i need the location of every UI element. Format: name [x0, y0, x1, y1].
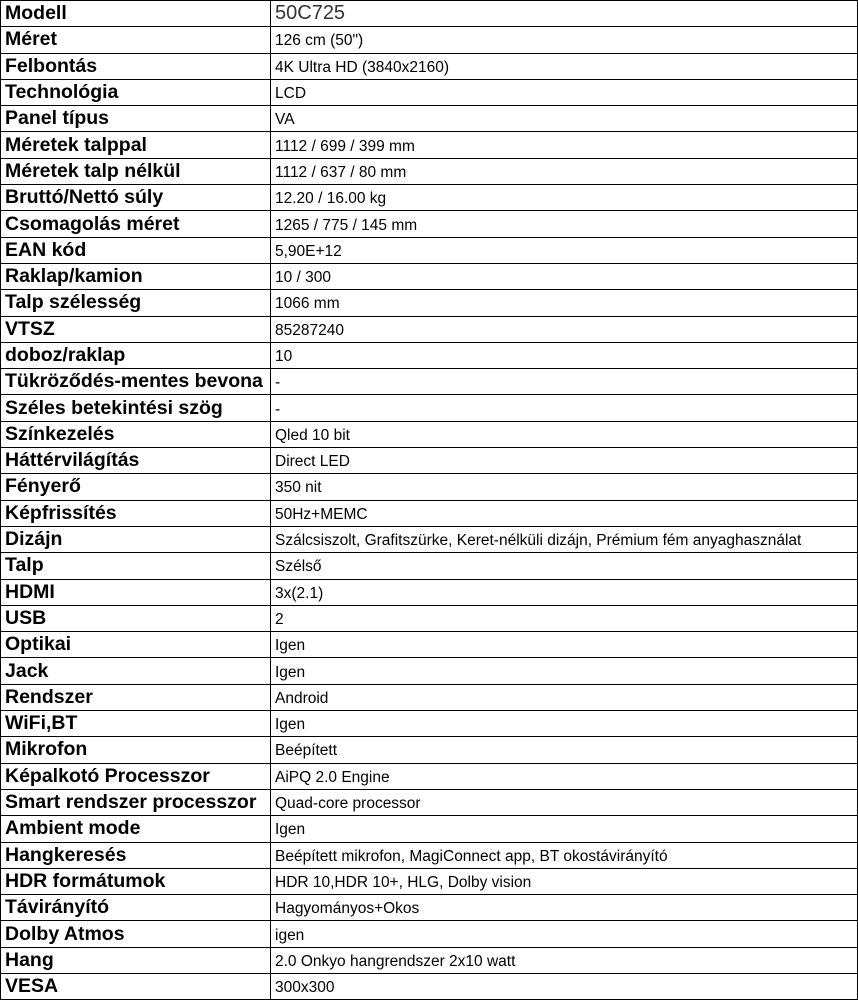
- spec-value: Qled 10 bit: [275, 426, 350, 444]
- spec-value: 3x(2.1): [275, 584, 324, 602]
- spec-value: Beépített: [275, 742, 338, 760]
- spec-row: [1, 159, 857, 185]
- spec-row: [1, 895, 857, 921]
- spec-label: Méretek talppal: [1, 132, 271, 157]
- spec-row: [1, 106, 857, 132]
- spec-label: Technológia: [1, 80, 271, 105]
- spec-label: Modell: [1, 1, 271, 26]
- spec-value: Direct LED: [275, 453, 350, 471]
- spec-label: WiFi,BT: [1, 711, 271, 736]
- spec-label: Dizájn: [1, 527, 271, 552]
- spec-label: Talp szélesség: [1, 290, 271, 315]
- spec-row: [1, 580, 857, 606]
- spec-row: [1, 658, 857, 684]
- spec-row: [1, 132, 857, 158]
- spec-value: -: [275, 374, 281, 392]
- spec-value: AiPQ 2.0 Engine: [275, 768, 390, 786]
- spec-label: HDR formátumok: [1, 869, 271, 894]
- spec-row: [1, 264, 857, 290]
- spec-row: [1, 185, 857, 211]
- spec-row: [1, 238, 857, 264]
- spec-label: Képalkotó Processzor: [1, 764, 271, 789]
- spec-row: [1, 448, 857, 474]
- spec-value: 350 nit: [275, 479, 322, 497]
- spec-value: Beépített mikrofon, MagiConnect app, BT okostávirányító: [275, 847, 668, 865]
- spec-row: [1, 764, 857, 790]
- spec-value: Igen: [275, 821, 306, 839]
- spec-value: Hagyományos+Okos: [275, 900, 420, 918]
- spec-label: EAN kód: [1, 238, 271, 263]
- spec-row: [1, 211, 857, 237]
- spec-value: Szélső: [275, 558, 322, 576]
- spec-value: 126 cm (50"): [275, 32, 364, 50]
- spec-label: Hangkeresés: [1, 843, 271, 868]
- spec-value: 1066 mm: [275, 295, 340, 313]
- spec-value: Android: [275, 689, 329, 707]
- spec-row: [1, 27, 857, 53]
- spec-value: 10 / 300: [275, 269, 332, 287]
- spec-row: [1, 501, 857, 527]
- spec-label: Bruttó/Nettó súly: [1, 185, 271, 210]
- spec-label: Raklap/kamion: [1, 264, 271, 289]
- spec-row: [1, 290, 857, 316]
- spec-label: Ambient mode: [1, 816, 271, 841]
- spec-row: [1, 711, 857, 737]
- spec-row: [1, 685, 857, 711]
- spec-row: [1, 553, 857, 579]
- spec-value: 85287240: [275, 321, 344, 339]
- spec-value: VA: [275, 111, 295, 129]
- spec-label: Smart rendszer processzor: [1, 790, 271, 815]
- spec-value: 50Hz+MEMC: [275, 505, 368, 523]
- spec-label: Hang: [1, 948, 271, 973]
- spec-label: Talp: [1, 553, 271, 578]
- spec-value: 2.0 Onkyo hangrendszer 2x10 watt: [275, 952, 516, 970]
- spec-label: Méret: [1, 27, 271, 52]
- spec-label: Csomagolás méret: [1, 211, 271, 236]
- spec-label: Távirányító: [1, 895, 271, 920]
- spec-label: doboz/raklap: [1, 343, 271, 368]
- spec-label: VESA: [1, 974, 271, 999]
- spec-value: 300x300: [275, 979, 335, 997]
- spec-row: [1, 843, 857, 869]
- spec-row: [1, 606, 857, 632]
- spec-value: Igen: [275, 637, 306, 655]
- spec-row: [1, 527, 857, 553]
- spec-row-model: [1, 1, 857, 27]
- spec-value: 4K Ultra HD (3840x2160): [275, 58, 450, 76]
- spec-label: USB: [1, 606, 271, 631]
- spec-label: VTSZ: [1, 317, 271, 342]
- spec-value: Igen: [275, 663, 306, 681]
- spec-label: Fényerő: [1, 474, 271, 499]
- spec-value: HDR 10,HDR 10+, HLG, Dolby vision: [275, 873, 532, 891]
- spec-row: [1, 948, 857, 974]
- spec-value: Szálcsiszolt, Grafitszürke, Keret-nélküli dizájn, Prémium fém anyaghasználat: [275, 532, 802, 550]
- spec-value: 5,90E+12: [275, 242, 342, 260]
- spec-row: [1, 369, 857, 395]
- spec-row: [1, 317, 857, 343]
- spec-label: Jack: [1, 658, 271, 683]
- spec-row: [1, 921, 857, 947]
- spec-label: Tükröződés-mentes bevona: [1, 369, 271, 394]
- spec-value: 1265 / 775 / 145 mm: [275, 216, 418, 234]
- spec-row: [1, 790, 857, 816]
- spec-label: Színkezelés: [1, 422, 271, 447]
- spec-label: Háttérvilágítás: [1, 448, 271, 473]
- spec-row: [1, 80, 857, 106]
- spec-value: 1112 / 637 / 80 mm: [275, 163, 407, 181]
- spec-label: Dolby Atmos: [1, 921, 271, 946]
- spec-value: 12.20 / 16.00 kg: [275, 190, 387, 208]
- spec-row: [1, 869, 857, 895]
- spec-row: [1, 422, 857, 448]
- spec-value: 10: [275, 348, 293, 365]
- spec-label: Optikai: [1, 632, 271, 657]
- spec-label: Rendszer: [1, 685, 271, 710]
- spec-value: Igen: [275, 716, 306, 734]
- spec-value: 1112 / 699 / 399 mm: [275, 137, 415, 155]
- spec-label: Széles betekintési szög: [1, 395, 271, 420]
- spec-value: 2: [275, 610, 284, 628]
- spec-label: Képfrissítés: [1, 501, 271, 526]
- spec-row: [1, 474, 857, 500]
- spec-value: Quad-core processor: [275, 795, 421, 813]
- spec-row: [1, 974, 857, 999]
- spec-row: [1, 395, 857, 421]
- spec-value: LCD: [275, 85, 307, 103]
- spec-label: Felbontás: [1, 54, 271, 79]
- spec-row: [1, 816, 857, 842]
- spec-label: HDMI: [1, 580, 271, 605]
- spec-label: Mikrofon: [1, 737, 271, 762]
- spec-row: [1, 632, 857, 658]
- spec-row: [1, 54, 857, 80]
- spec-value: igen: [275, 926, 305, 944]
- spec-label: Panel típus: [1, 106, 271, 131]
- spec-label: Méretek talp nélkül: [1, 159, 271, 184]
- spec-value: 50C725: [275, 2, 346, 25]
- spec-row: [1, 343, 857, 369]
- spec-value: -: [275, 400, 281, 418]
- spec-row: [1, 737, 857, 763]
